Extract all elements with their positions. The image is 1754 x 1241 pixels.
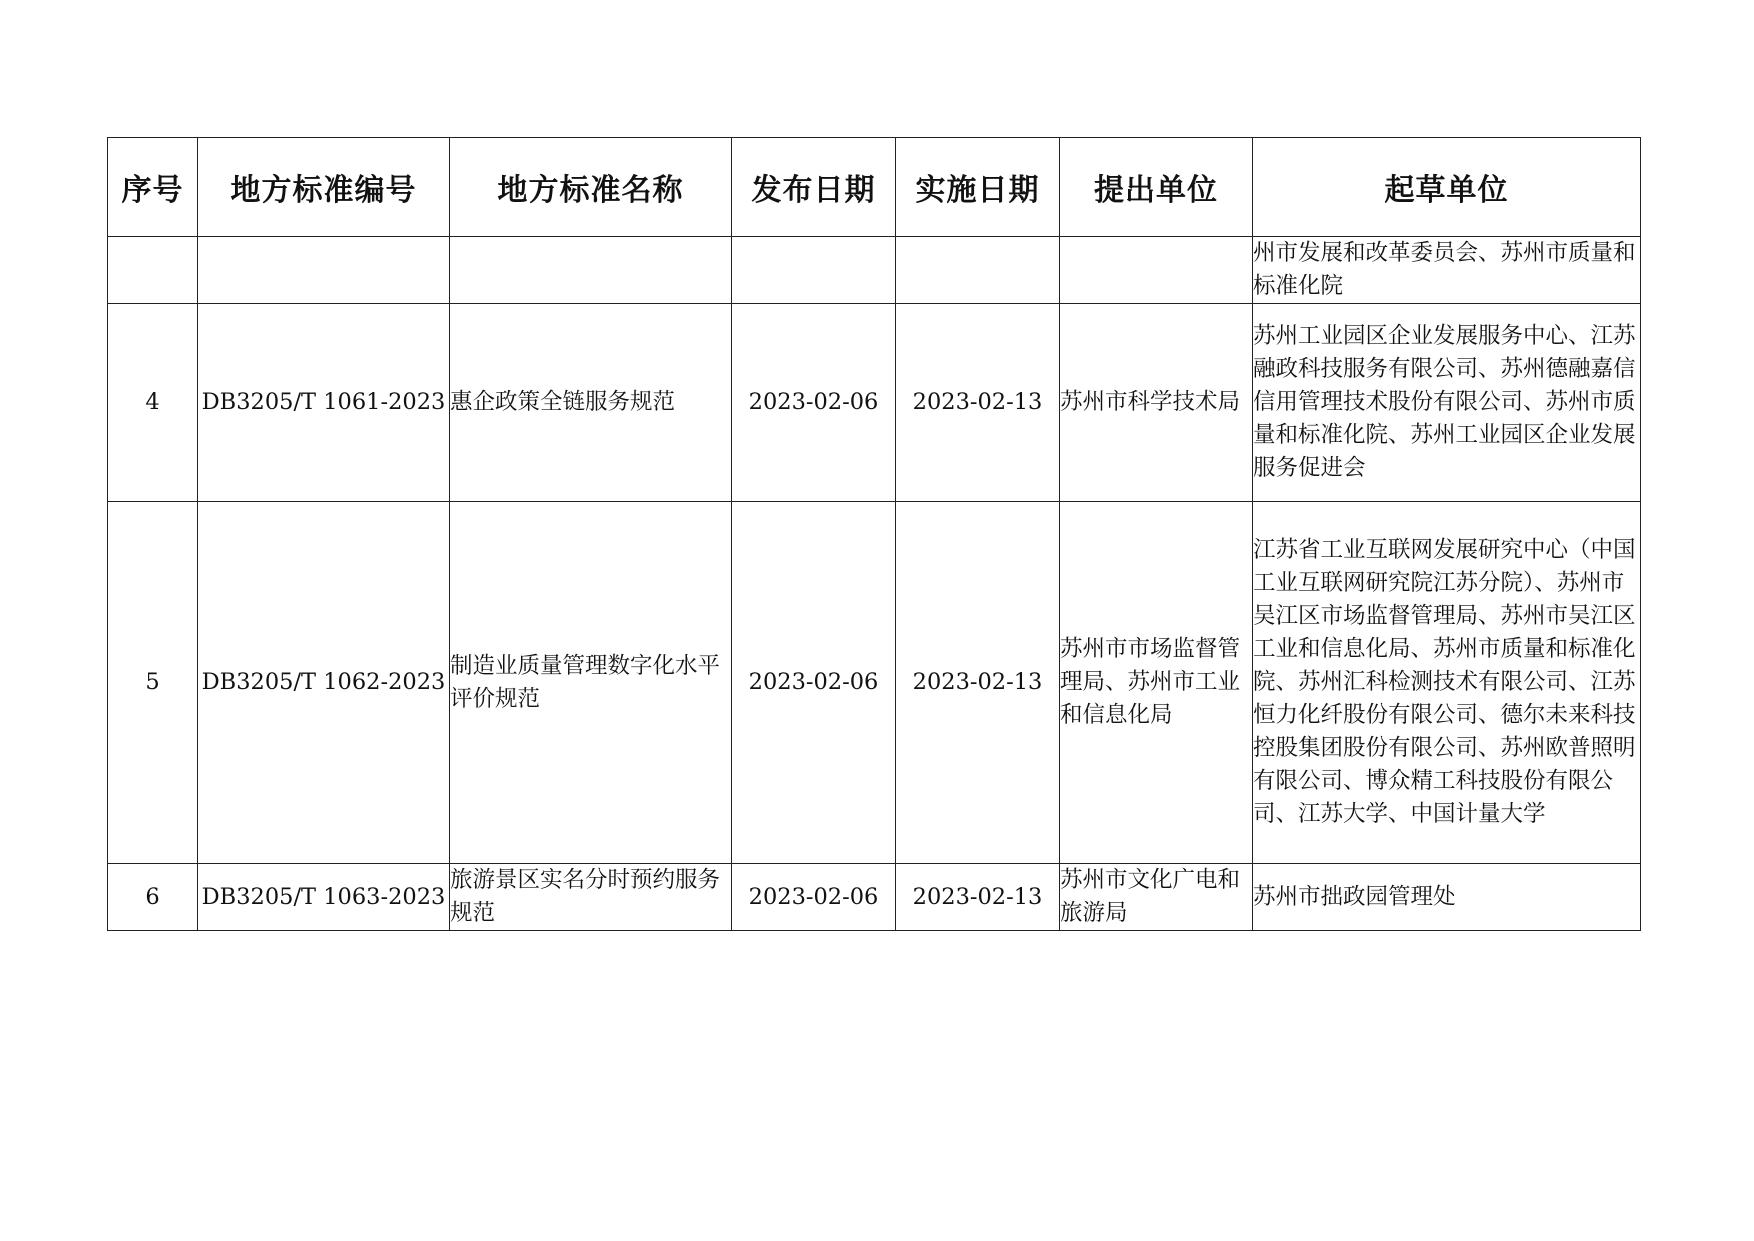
cell-drafter: 苏州工业园区企业发展服务中心、江苏融政科技服务有限公司、苏州德融嘉信信用管理技术股份有限公司、苏州市质量和标准化院、苏州工业园区企业发展服务促进会 bbox=[1253, 304, 1641, 502]
header-publish-date: 发布日期 bbox=[732, 138, 896, 237]
header-code: 地方标准编号 bbox=[198, 138, 450, 237]
header-row bbox=[108, 138, 1641, 237]
cell-publish-date: 2023-02-06 bbox=[732, 864, 896, 931]
cell-proposer: 苏州市文化广电和旅游局 bbox=[1060, 864, 1253, 931]
cell-proposer: 苏州市科学技术局 bbox=[1060, 304, 1253, 502]
standards-table bbox=[107, 137, 1641, 931]
cell-index bbox=[108, 237, 198, 304]
cell-drafter: 江苏省工业互联网发展研究中心（中国工业互联网研究院江苏分院）、苏州市吴江区市场监督管理局、苏州市吴江区工业和信息化局、苏州市质量和标准化院、苏州汇科检测技术有限公司、江苏恒力化纤股份有限公司、德尔未来科技控股集团股份有限公司、苏州欧普照明有限公司、博众精工科技股份有限公司、江苏大学、中国计量大学 bbox=[1253, 502, 1641, 864]
cell-publish-date: 2023-02-06 bbox=[732, 304, 896, 502]
cell-effective-date bbox=[896, 237, 1060, 304]
cell-effective-date: 2023-02-13 bbox=[896, 304, 1060, 502]
cell-drafter: 苏州市拙政园管理处 bbox=[1253, 864, 1641, 931]
header-proposer: 提出单位 bbox=[1060, 138, 1253, 237]
cell-code: DB3205/T 1063-2023 bbox=[198, 864, 450, 931]
cell-name: 制造业质量管理数字化水平评价规范 bbox=[450, 502, 732, 864]
cell-proposer bbox=[1060, 237, 1253, 304]
cell-name: 惠企政策全链服务规范 bbox=[450, 304, 732, 502]
cell-index: 6 bbox=[108, 864, 198, 931]
header-name: 地方标准名称 bbox=[450, 138, 732, 237]
cell-name bbox=[450, 237, 732, 304]
cell-index: 4 bbox=[108, 304, 198, 502]
cell-publish-date: 2023-02-06 bbox=[732, 502, 896, 864]
header-index: 序号 bbox=[108, 138, 198, 237]
header-effective-date: 实施日期 bbox=[896, 138, 1060, 237]
table-row bbox=[108, 502, 1641, 864]
cell-drafter: 州市发展和改革委员会、苏州市质量和标准化院 bbox=[1253, 237, 1641, 304]
cell-proposer: 苏州市市场监督管理局、苏州市工业和信息化局 bbox=[1060, 502, 1253, 864]
header-drafter: 起草单位 bbox=[1253, 138, 1641, 237]
table-row bbox=[108, 864, 1641, 931]
table-row bbox=[108, 304, 1641, 502]
cell-effective-date: 2023-02-13 bbox=[896, 502, 1060, 864]
cell-effective-date: 2023-02-13 bbox=[896, 864, 1060, 931]
cell-index: 5 bbox=[108, 502, 198, 864]
cell-code: DB3205/T 1062-2023 bbox=[198, 502, 450, 864]
cell-code bbox=[198, 237, 450, 304]
cell-publish-date bbox=[732, 237, 896, 304]
table-row-continuation bbox=[108, 237, 1641, 304]
cell-name: 旅游景区实名分时预约服务规范 bbox=[450, 864, 732, 931]
cell-code: DB3205/T 1061-2023 bbox=[198, 304, 450, 502]
